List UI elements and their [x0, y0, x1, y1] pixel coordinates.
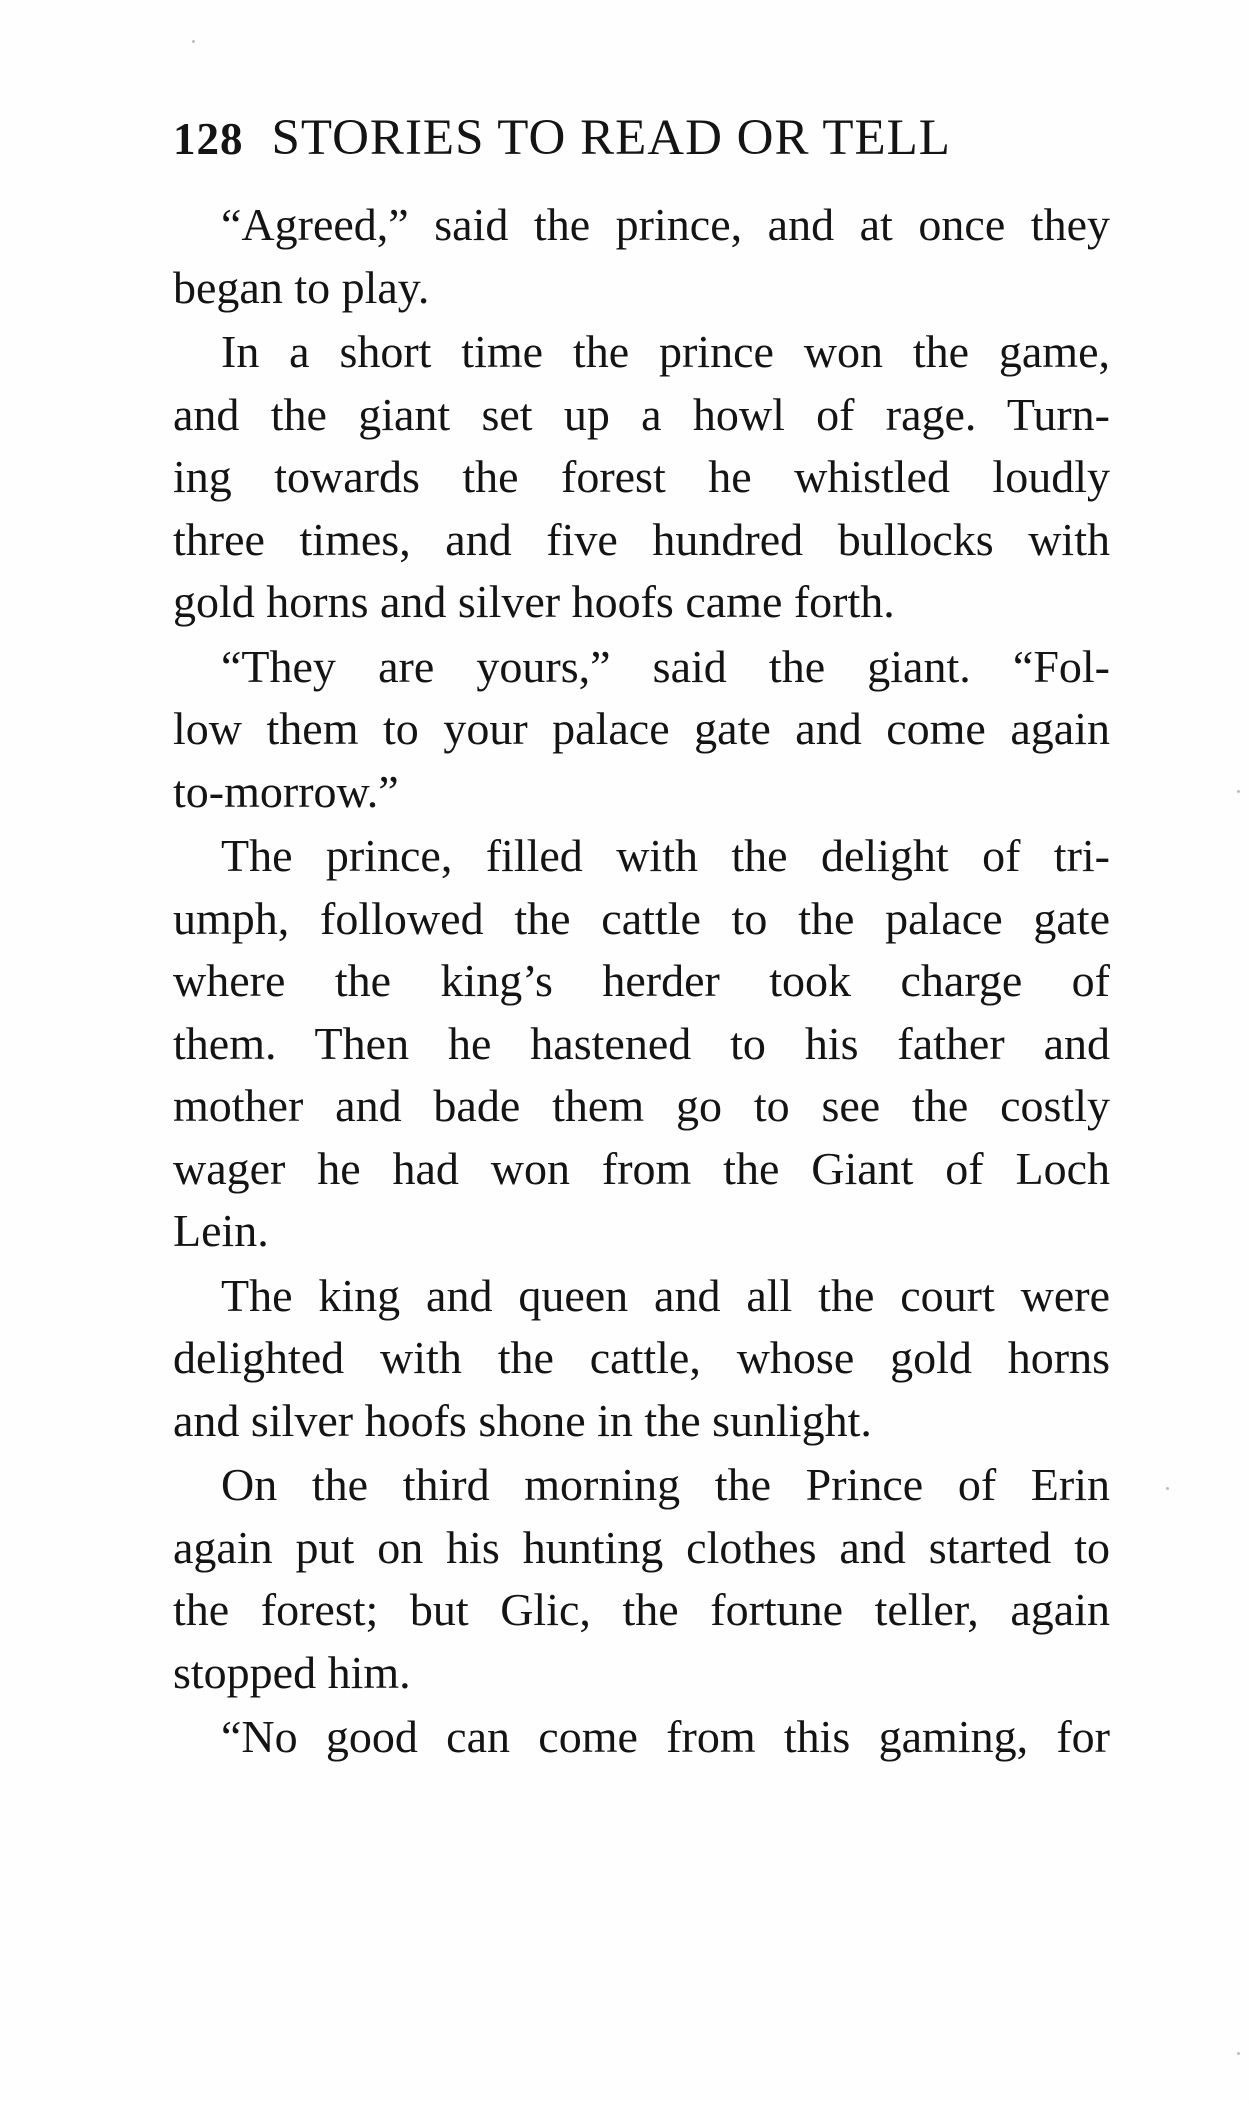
text-line: gold horns and silver hoofs came forth.: [173, 576, 895, 627]
text-line: three times, and five hundred bullocks with: [173, 513, 1110, 565]
paragraph: [173, 321, 1110, 634]
running-head: [173, 108, 1110, 169]
paragraph: [173, 1706, 1110, 1769]
text-line: On the third morning the Prince of Erin: [221, 1459, 1110, 1510]
text-line: where the king’s herder took charge of: [173, 955, 1110, 1006]
print-speck: [1237, 790, 1240, 793]
text-line: Lein.: [173, 1205, 269, 1256]
text-line: them. Then he hastened to his father and: [173, 1017, 1110, 1069]
paragraph: [173, 1265, 1110, 1453]
text-line: “They are yours,” said the giant. “Fol-: [221, 640, 1110, 692]
text-line: and the giant set up a howl of rage. Turn-: [173, 388, 1110, 440]
text-line: “No good can come from this gaming, for: [221, 1711, 1110, 1762]
print-speck: [1166, 1487, 1169, 1490]
text-line: and silver hoofs shone in the sunlight.: [173, 1394, 872, 1446]
page-number: 128: [173, 114, 244, 164]
body-text: [173, 194, 1110, 1771]
text-line: mother and bade them go to see the costly: [173, 1080, 1110, 1131]
text-line: wager he had won from the Giant of Loch: [173, 1142, 1110, 1194]
text-line: “Agreed,” said the prince, and at once they: [221, 199, 1110, 250]
print-speck: [1237, 2052, 1240, 2055]
text-line: In a short time the prince won the game,: [221, 326, 1110, 377]
text-line: the forest; but Glic, the fortune teller, again: [173, 1584, 1110, 1635]
text-line: The king and queen and all the court were: [221, 1269, 1110, 1321]
text-line: to-morrow.”: [173, 765, 399, 817]
text-line: umph, followed the cattle to the palace gate: [173, 892, 1110, 944]
text-line: ing towards the forest he whistled loudly: [173, 451, 1110, 502]
paragraph: [173, 636, 1110, 824]
text-line: stopped him.: [173, 1646, 411, 1698]
running-title: STORIES TO READ OR TELL: [271, 110, 951, 166]
text-line: delighted with the cattle, whose gold horns: [173, 1332, 1110, 1383]
text-line: low them to your palace gate and come again: [173, 703, 1110, 754]
paragraph: [173, 825, 1110, 1263]
text-line: began to play.: [173, 261, 430, 313]
text-line: The prince, filled with the delight of tri-: [221, 830, 1110, 881]
paragraph: [173, 1454, 1110, 1704]
text-line: again put on his hunting clothes and started to: [173, 1521, 1110, 1573]
paragraph: [173, 194, 1110, 319]
print-speck: [192, 40, 195, 43]
